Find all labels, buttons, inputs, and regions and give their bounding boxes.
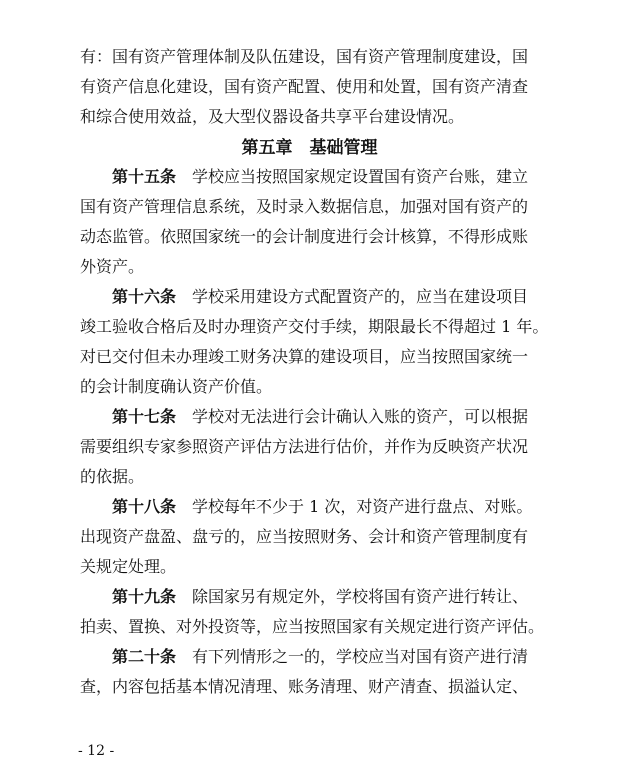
- paragraph-line: 有资产信息化建设，国有资产配置、使用和处置，国有资产清查: [80, 77, 529, 96]
- article-first-line: [112, 587, 552, 609]
- article-title: 第十七条: [112, 407, 177, 426]
- article-title: 第十五条: [112, 167, 177, 186]
- paragraph-line: 出现资产盘盈、盘亏的，应当按照财务、会计和资产管理制度有: [80, 527, 529, 546]
- paragraph-line: 查，内容包括基本情况清理、账务清理、财产清查、损溢认定、: [80, 677, 529, 696]
- article-first-line: [112, 497, 552, 519]
- page-number: - 12 -: [78, 743, 115, 759]
- article-text: 学校应当按照国家规定设置国有资产台账，建立: [176, 167, 529, 186]
- article-first-line: [112, 407, 552, 429]
- article-title: 第十八条: [112, 497, 177, 516]
- paragraph-line: 的依据。: [80, 467, 145, 486]
- paragraph-line: 国有资产管理信息系统，及时录入数据信息，加强对国有资产的: [80, 197, 529, 216]
- article-title: 第十六条: [112, 287, 177, 306]
- chapter-title: 第五章 基础管理: [241, 138, 378, 158]
- paragraph-line: 的会计制度确认资产价值。: [80, 377, 273, 396]
- paragraph-line: 对已交付但未办理竣工财务决算的建设项目，应当按照国家统一: [80, 347, 529, 366]
- article-title: 第十九条: [112, 587, 177, 606]
- paragraph-line: 有：国有资产管理体制及队伍建设，国有资产管理制度建设，国: [80, 47, 529, 66]
- article-text: 学校采用建设方式配置资产的，应当在建设项目: [176, 287, 529, 306]
- paragraph-line: 竣工验收合格后及时办理资产交付手续，期限最长不得超过 1 年。: [80, 317, 549, 336]
- paragraph-line: 关规定处理。: [80, 557, 177, 576]
- article-first-line: [112, 647, 552, 669]
- article-first-line: [112, 287, 552, 309]
- paragraph-line: 动态监管。依照国家统一的会计制度进行会计核算，不得形成账: [80, 227, 529, 246]
- article-first-line: [112, 167, 552, 189]
- article-text: 学校对无法进行会计确认入账的资产，可以根据: [176, 407, 529, 426]
- paragraph-line: 和综合使用效益，及大型仪器设备共享平台建设情况。: [80, 107, 465, 126]
- paragraph-line: 拍卖、置换、对外投资等，应当按照国家有关规定进行资产评估。: [80, 617, 545, 636]
- article-text: 除国家另有规定外，学校将国有资产进行转让、: [176, 587, 529, 606]
- article-title: 第二十条: [112, 647, 177, 666]
- article-text: 有下列情形之一的，学校应当对国有资产进行清: [176, 647, 529, 666]
- paragraph-line: 需要组织专家参照资产评估方法进行估价，并作为反映资产状况: [80, 437, 529, 456]
- paragraph-line: 外资产。: [80, 257, 145, 276]
- article-text: 学校每年不少于 1 次，对资产进行盘点、对账。: [176, 497, 533, 516]
